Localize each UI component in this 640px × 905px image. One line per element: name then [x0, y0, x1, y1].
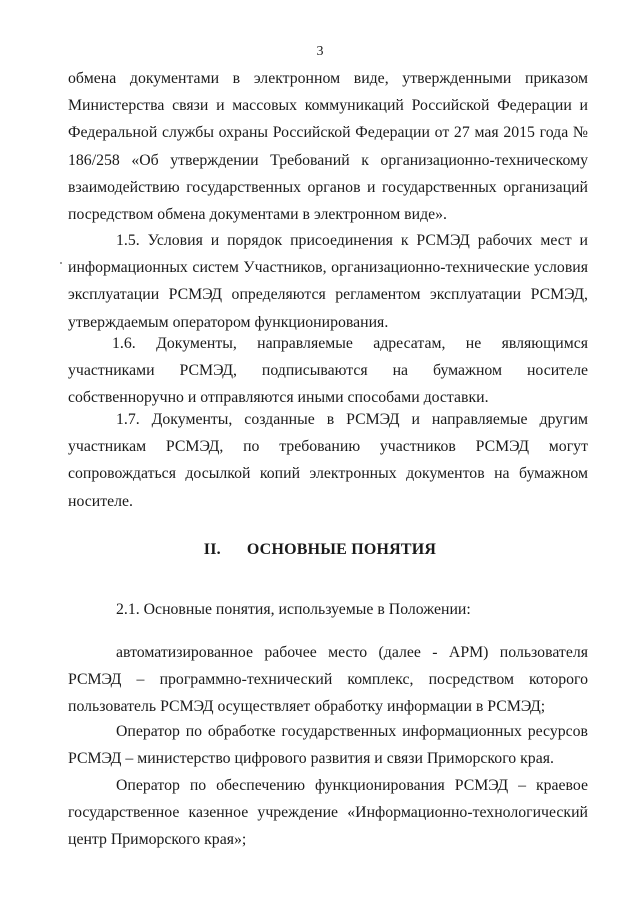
- paragraph-text: 1.5. Условия и порядок присоединения к РСМЭД рабочих мест и информационных систем Участников, организационно-технические условия эксплуатации РСМЭД определяются регламентом эксплуатации РСМЭД, утверждаемым оператором функционирования.: [68, 232, 588, 331]
- paragraph-text: обмена документами в электронном виде, утвержденными приказом Министерства связи и массовых коммуникаций Российской Федерации и Федеральной службы охраны Российской Федерации от 27 мая 2015 года № 186/258 «Об утверждении Требований к организационно-техническому взаимодействию государственных органов и государственных организаций посредством обмена документами в электронном виде».: [68, 70, 588, 224]
- section-number: II.: [203, 541, 221, 558]
- paragraph-1-7: [68, 406, 588, 515]
- paragraph-text: 1.6. Документы, направляемые адресатам, не являющимся участниками РСМЭД, подписываются на бумажном носителе собственноручно и отправляются иными способами доставки.: [68, 335, 588, 407]
- paragraph-text: 1.7. Документы, созданные в РСМЭД и направляемые другим участникам РСМЭД, по требованию участников РСМЭД могут сопровождаться досылкой копий электронных документов на бумажном носителе.: [68, 411, 588, 510]
- paragraph-continuation: [68, 65, 588, 228]
- section-title: ОСНОВНЫЕ ПОНЯТИЯ: [246, 541, 437, 558]
- paragraph-text: 2.1. Основные понятия, используемые в Положении:: [116, 601, 471, 618]
- paragraph-2-1: [68, 596, 588, 623]
- paragraph-1-5: [68, 227, 588, 336]
- scan-speck: [60, 262, 62, 264]
- paragraph-text: Оператор по обеспечению функционирования РСМЭД – краевое государственное казенное учреждение «Информационно-технологический центр Приморского края»;: [68, 776, 588, 849]
- definition-operator-function: [68, 756, 588, 869]
- section-heading: [0, 540, 640, 560]
- paragraph-text: Оператор по обработке государственных информационных ресурсов РСМЭД – министерство цифрового развития и связи Приморского края.: [68, 722, 588, 767]
- page-number: 3: [316, 44, 324, 59]
- paragraph-text: автоматизированное рабочее место (далее - АРМ) пользователя РСМЭД – программно-технический комплекс, посредством которого пользователь РСМЭД осуществляет обработку информации в РСМЭД;: [68, 643, 588, 716]
- paragraph-1-6: [68, 330, 588, 412]
